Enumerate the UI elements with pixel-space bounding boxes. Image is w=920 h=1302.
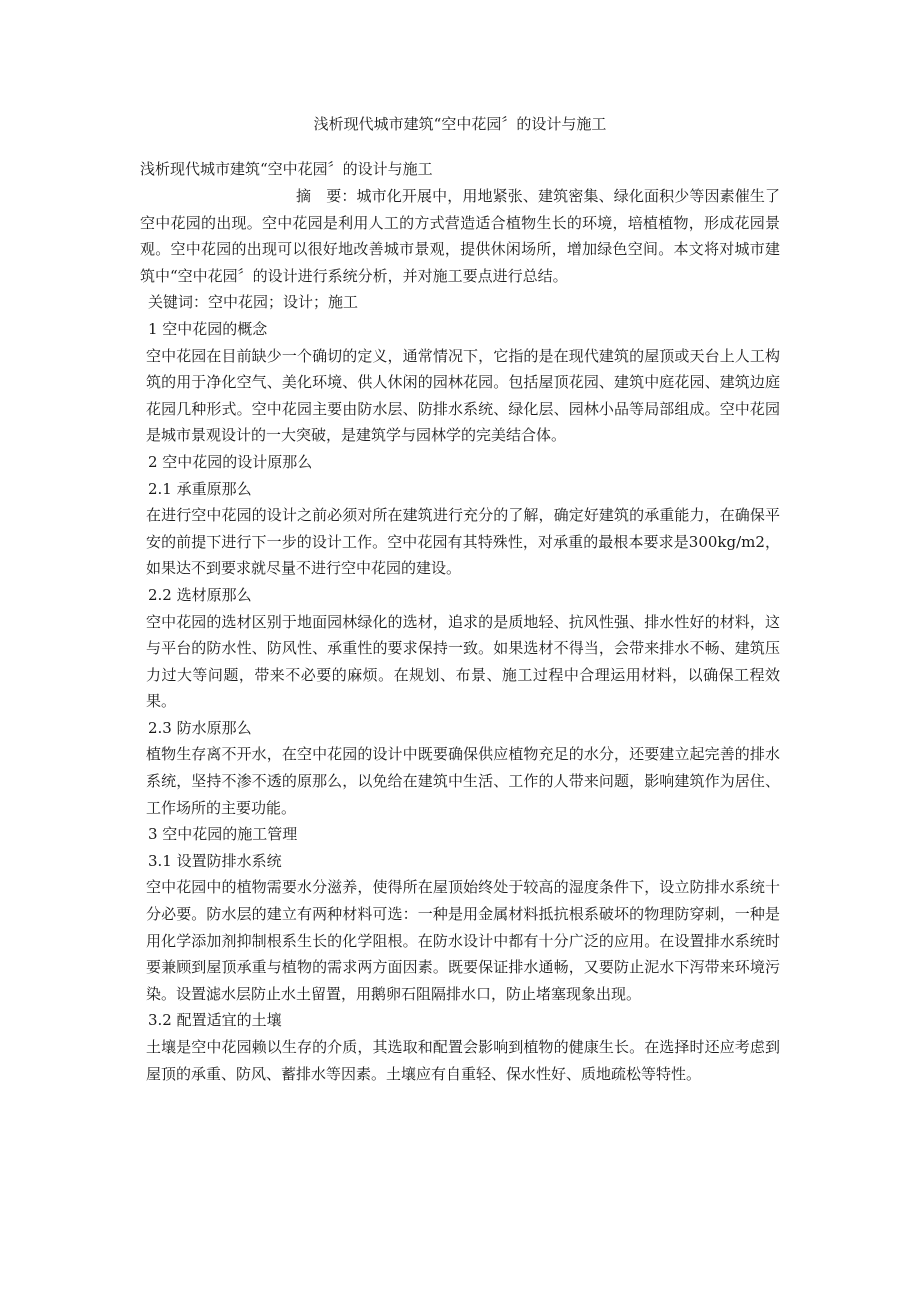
body-paragraph: 土壤是空中花园赖以生存的介质，其选取和配置会影响到植物的健康生长。在选择时还应考虑到屋顶的承重、防风、蓄排水等因素。土壤应有自重轻、保水性好、质地疏松等特性。	[146, 1038, 780, 1083]
section-heading: 3 空中花园的施工管理	[148, 825, 298, 844]
subsection-heading: 3.2 配置适宜的土壤	[148, 1011, 282, 1030]
page-title: 浅析现代城市建筑“空中花园〞的设计与施工	[313, 115, 607, 133]
subsection-heading: 3.1 设置防排水系统	[148, 851, 282, 870]
subsection-heading: 2.1 承重原那么	[148, 479, 252, 498]
section-heading: 2 空中花园的设计原那么	[148, 452, 313, 471]
article-subtitle: 浅析现代城市建筑“空中花园〞的设计与施工	[140, 160, 433, 178]
body-paragraph: 空中花园的选材区别于地面园林绿化的选材，追求的是质地轻、抗风性强、排水性好的材料，这与平台的防水性、防风性、承重性的要求保持一致。如果选材不得当，会带来排水不畅、建筑压力过大等问题，带来不必要的麻烦。在规划、布景、施工过程中合理运用材料，以确保工程效果。	[146, 612, 780, 711]
body-paragraph: 空中花园中的植物需要水分滋养，使得所在屋顶始终处于较高的湿度条件下，设立防排水系统十分必要。防水层的建立有两种材料可选：一种是用金属材料抵抗根系破坏的物理防穿刺，一种是用化学添加剂抑制根系生长的化学阻根。在防水设计中都有十分广泛的应用。在设置排水系统时要兼顾到屋顶承重与植物的需求两方面因素。既要保证排水通畅，又要防止泥水下泻带来环境污染。设置滤水层防止水土留置，用鹅卵石阻隔排水口，防止堵塞现象出现。	[146, 878, 780, 1003]
keywords-line: 关键词：空中花园；设计；施工	[148, 293, 359, 312]
article-body	[140, 183, 780, 1087]
abstract-paragraph: 摘 要：城市化开展中，用地紧张、建筑密集、绿化面积少等因素催生了空中花园的出现。空中花园是利用人工的方式营造适合植物生长的环境，培植植物，形成花园景观。空中花园的出现可以很好地改善城市景观，提供休闲场所，增加绿色空间。本文将对城市建筑中“空中花园〞的设计进行系统分析，并对施工要点进行总结。	[140, 187, 780, 285]
subsection-heading: 2.3 防水原那么	[148, 718, 252, 737]
body-paragraph: 在进行空中花园的设计之前必须对所在建筑进行充分的了解，确定好建筑的承重能力，在确保平安的前提下进行下一步的设计工作。空中花园有其特殊性，对承重的最根本要求是300kg/m2，如果达不到要求就尽量不进行空中花园的建设。	[146, 506, 780, 578]
section-heading: 1 空中花园的概念	[148, 319, 268, 338]
subsection-heading: 2.2 选材原那么	[148, 585, 252, 604]
body-paragraph: 植物生存离不开水，在空中花园的设计中既要确保供应植物充足的水分，还要建立起完善的排水系统，坚持不渗不透的原那么，以免给在建筑中生活、工作的人带来问题，影响建筑作为居住、工作场所的主要功能。	[146, 745, 780, 817]
body-paragraph: 空中花园在目前缺少一个确切的定义，通常情况下，它指的是在现代建筑的屋顶或天台上人工构筑的用于净化空气、美化环境、供人休闲的园林花园。包括屋顶花园、建筑中庭花园、建筑边庭花园几种形式。空中花园主要由防水层、防排水系统、绿化层、园林小品等局部组成。空中花园是城市景观设计的一大突破，是建筑学与园林学的完美结合体。	[146, 346, 780, 445]
